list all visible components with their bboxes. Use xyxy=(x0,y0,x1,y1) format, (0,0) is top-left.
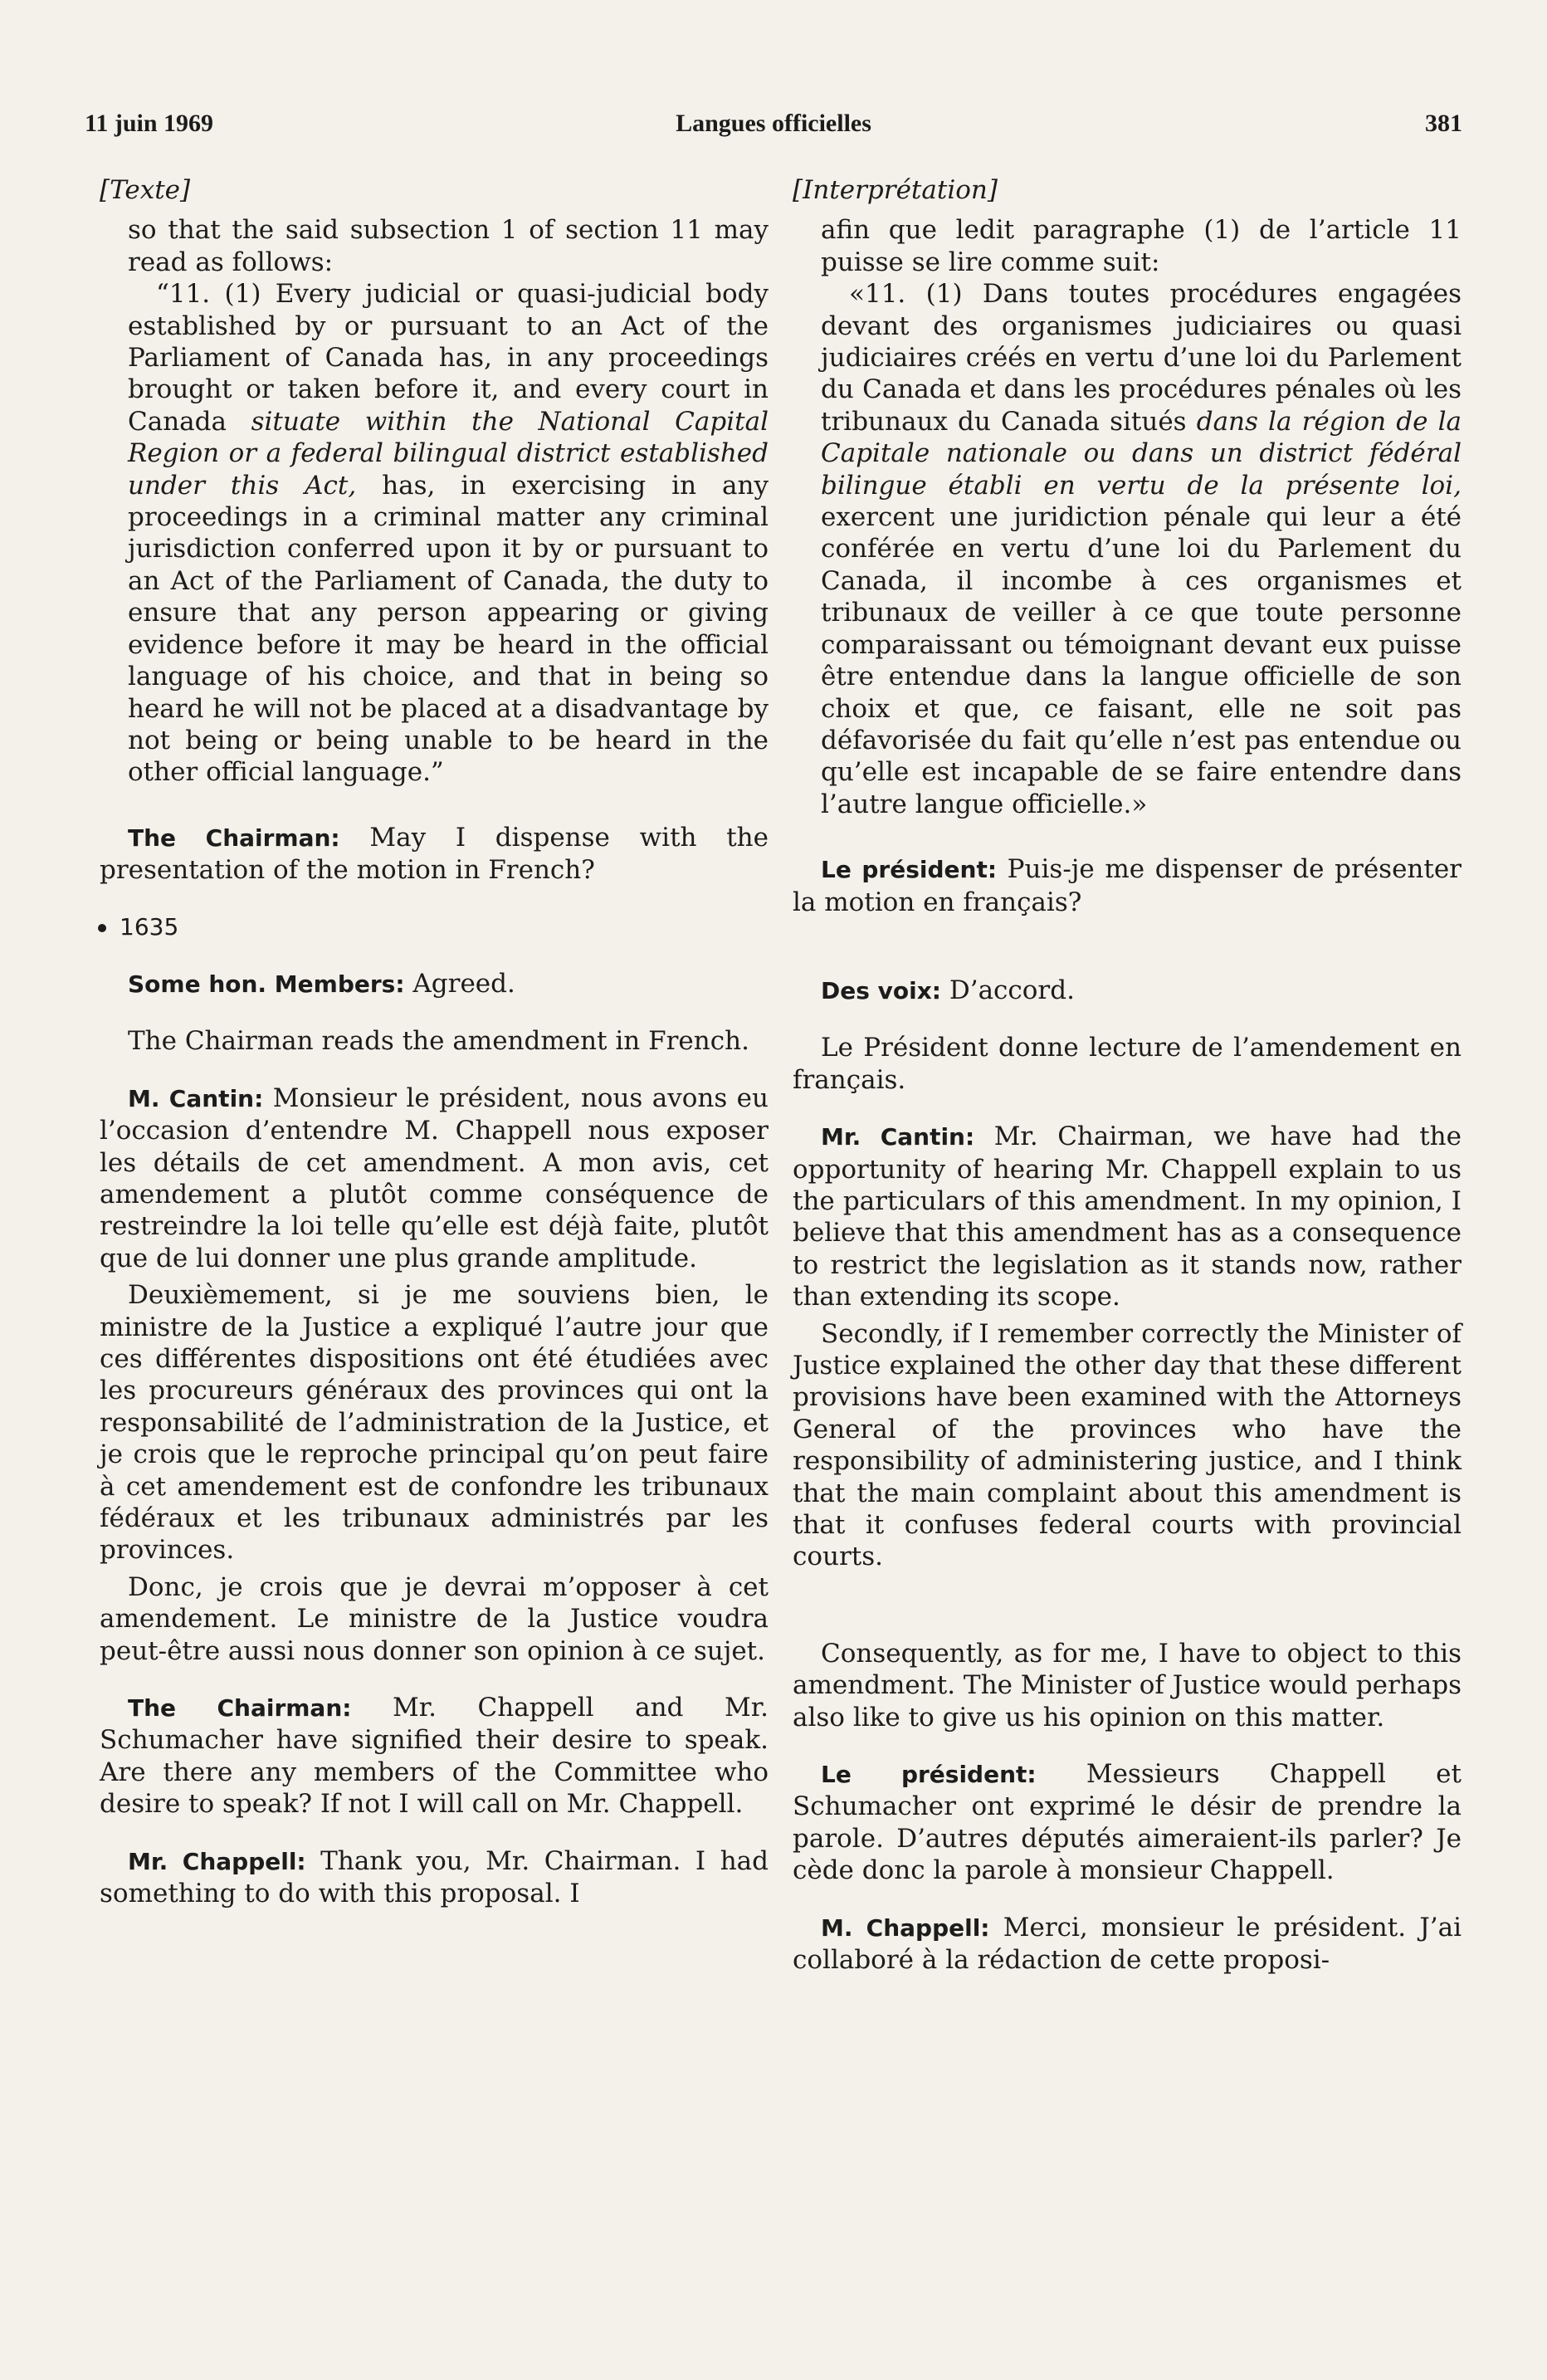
speaker-name: M. Cantin: xyxy=(128,1084,264,1112)
left-column xyxy=(100,174,769,1910)
speech-text: D’accord. xyxy=(941,975,1075,1005)
time-marker: 1635 xyxy=(98,911,769,943)
right-president1 xyxy=(793,853,1462,918)
speaker-name: Le président: xyxy=(821,1761,1037,1789)
speech-text: Mr. Chappell and Mr. Schumacher have signified their desire to speak. Are there any members of the Committee who desire to speak? If not I will call on Mr. Chappell. xyxy=(100,1693,769,1820)
left-quote-a: “11. (1) Every judicial or quasi-judicial body established by or pursuant to an Act of the Parliament of Canada has, in any proceedings brought or taken before it, and every court in Canada xyxy=(128,279,769,437)
right-quote xyxy=(821,278,1462,820)
speaker-name: Mr. Cantin: xyxy=(821,1123,975,1151)
page-header xyxy=(85,110,1462,151)
page-number: 381 xyxy=(1425,110,1462,137)
speech-text: Thank you, Mr. Chairman. I had something to do with this proposal. I xyxy=(100,1845,769,1909)
speech-text: Monsieur le président, nous avons eu l’occasion d’entendre M. Chappell nous exposer les détails de cet amendment. A mon avis, cet amendement a plutôt comme conséquence de restreindre la loi telle qu’elle est déjà faite, plutôt que de lui donner une plus grande amplitude. xyxy=(100,1082,769,1273)
header-date: 11 juin 1969 xyxy=(85,110,214,137)
left-donc: Donc, je crois que je devrai m’opposer à cet amendement. Le ministre de la Justice voudra peut-être aussi nous donner son opinion à ce sujet. xyxy=(100,1571,769,1666)
right-quote-c: exercent une juridiction pénale qui leur a été conférée en vertu d’une loi du Parlement du Canada, il incombe à ces organismes et tribunaux de veiller à ce que toute personne comparaissant ou témoignant devant eux puisse être entendue dans la langue officielle de son choix et que, ce faisant, elle ne soit pas défavorisée du fait qu’elle n’est pas entendue ou qu’elle est incapable de se faire entendre dans l’autre langue officielle.» xyxy=(821,502,1462,819)
right-quote-block xyxy=(821,214,1462,820)
right-column xyxy=(793,174,1462,1977)
left-chappell xyxy=(100,1845,769,1910)
right-lecture: Le Président donne lecture de l’amendement en français. xyxy=(793,1033,1462,1095)
speaker-name: Some hon. Members: xyxy=(128,970,405,998)
left-reads: The Chairman reads the amendment in French. xyxy=(128,1026,749,1057)
speech-text: Messieurs Chappell et Schumacher ont exprimé le désir de prendre la parole. D’autres députés aimeraient-ils parler? Je cède donc la parole à monsieur Chappell. xyxy=(793,1759,1462,1886)
left-deuxiemement: Deuxièmement, si je me souviens bien, le ministre de la Justice a expliqué l’autre jour que ces différentes dispositions ont été étudiées avec les procureurs généraux des provinces qui ont la responsabilité de l’administration de la Justice, et je crois que le reproche principal qu’on peut faire à cet amendement est de confondre les tribunaux fédéraux et les tribunaux administrés par les provinces. xyxy=(100,1280,769,1566)
speech-text: Agreed. xyxy=(404,968,515,999)
left-intro: so that the said subsection 1 of section 11 may read as follows: xyxy=(128,215,769,277)
left-quote xyxy=(128,278,769,789)
bullet-icon xyxy=(98,924,106,932)
left-quote-block xyxy=(128,214,769,788)
left-cantin xyxy=(100,1082,769,1274)
right-tag: [Interprétation] xyxy=(793,175,998,205)
speaker-name: The Chairman: xyxy=(128,1694,352,1723)
right-quote-italic: dans la région de la Capitale nationale ou dans un district fédéral bilingue établi en vertu de la présente loi, xyxy=(821,406,1462,501)
right-consequently: Consequently, as for me, I have to object to this amendment. The Minister of Justice would perhaps also like to give us his opinion on this matter. xyxy=(793,1638,1462,1732)
speech-text: May I dispense with the presentation of the motion in French? xyxy=(100,822,769,886)
right-voix xyxy=(793,975,1462,1007)
speech-text: Mr. Chairman, we have had the opportunity of hearing Mr. Chappell explain to us the particulars of this amendment. In my opinion, I believe that this amendment has as a consequence to restrict the legislation as it stands now, rather than extending its scope. xyxy=(793,1122,1462,1312)
left-members xyxy=(100,968,769,1000)
speech-text: Puis-je me dispenser de présenter la motion en français? xyxy=(793,854,1462,917)
speaker-name: Mr. Chappell: xyxy=(128,1847,306,1875)
header-title: Langues officielles xyxy=(676,110,871,137)
right-secondly: Secondly, if I remember correctly the Minister of Justice explained the other day that these different provisions have been examined with the Attorneys General of the provinces who have the responsibility of administering justice, and I think that the main complaint about this amendment is that it confuses federal courts with provincial courts. xyxy=(793,1318,1462,1572)
left-tag: [Texte] xyxy=(100,175,191,205)
left-quote-c: has, in exercising in any proceedings in a criminal matter any criminal jurisdiction conferred upon it by or pursuant to an Act of the Parliament of Canada, the duty to ensure that any person appearing or giving evidence before it may be heard in the official language of his choice, and that in being so heard he will not be placed at a disadvantage by not being or being unable to be heard in the other official language.” xyxy=(128,470,769,788)
right-intro: afin que ledit paragraphe (1) de l’article 11 puisse se lire comme suit: xyxy=(821,215,1462,277)
speaker-name: The Chairman: xyxy=(128,823,340,852)
left-chairman1 xyxy=(100,822,769,887)
right-cantin xyxy=(793,1121,1462,1312)
speaker-name: Des voix: xyxy=(821,976,941,1004)
right-quote-a: «11. (1) Dans toutes procédures engagées devant des organismes judiciaires ou quasi judiciaires créés en vertu d’une loi du Parlement du Canada et dans les procédures pénales où les tribunaux du Canada situés xyxy=(821,279,1462,437)
speaker-name: Le président: xyxy=(821,856,998,884)
left-quote-italic: situate within the National Capital Region or a federal bilingual district established under this Act, xyxy=(128,406,769,501)
speaker-name: M. Chappell: xyxy=(821,1913,990,1942)
left-chairman2 xyxy=(100,1692,769,1820)
speech-text: Merci, monsieur le président. J’ai collaboré à la rédaction de cette proposi- xyxy=(793,1912,1462,1976)
right-chappell xyxy=(793,1912,1462,1977)
right-president2 xyxy=(793,1758,1462,1887)
